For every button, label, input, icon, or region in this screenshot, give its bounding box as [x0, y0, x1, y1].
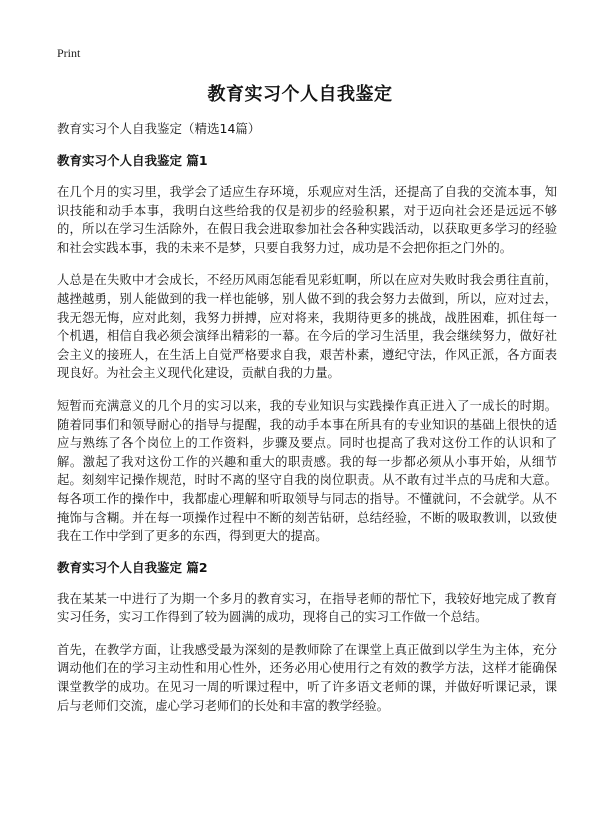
- document-subtitle: 教育实习个人自我鉴定（精选14篇）: [57, 121, 261, 136]
- paragraph: 在几个月的实习里，我学会了适应生存环境，乐观应对生活，还提高了自我的交流本事，知识技能和动手本事，我明白这些给我的仅是初步的经验积累，对于迈向社会还是远远不够的，所以在学习生活除外，在假日我会进取参加社会各种实践活动，以获取更多学习的经验和社会实践本事，我的未来不是梦，只要自我努力过，成功是不会把你拒之门外的。: [57, 185, 557, 255]
- section-heading-1: 教育实习个人自我鉴定 篇1: [57, 153, 208, 168]
- paragraph: 我在某某一中进行了为期一个多月的教育实习，在指导老师的帮忙下，我较好地完成了教育实习任务，实习工作得到了较为圆满的成功，现将自己的实习工作做一个总结。: [57, 591, 557, 625]
- paragraph: 首先，在教学方面，让我感受最为深刻的是教师除了在课堂上真正做到以学生为主体，充分调动他们在的学习主动性和用心性外，还务必用心使用行之有效的教学方法，这样才能确保课堂教学的成功。在见习一周的听课过程中，听了许多语文老师的课，并做好听课记录，课后与老师们交流，虚心学习老师们的长处和丰富的教学经验。: [57, 642, 557, 713]
- section-heading-2: 教育实习个人自我鉴定 篇2: [57, 559, 208, 575]
- paragraph: 短暂而充满意义的几个月的实习以来，我的专业知识与实践操作真正进入了一成长的时期。随着同事们和领导耐心的指导与提醒，我的动手本事在所具有的专业知识的基础上很快的适应与熟练了各个岗位上的工作资料，步骤及要点。同时也提高了我对这份工作的认识和了解。激起了我对这份工作的兴趣和重大的职责感。我的每一步都必须从小事开始，从细节起。刻刻牢记操作规范，时时不离的坚守自我的岗位职责。从不敢有过半点的马虎和大意。每各项工作的操作中，我都虚心理解和听取领导与同志的指导。不懂就问，不会就学。从不掩饰与含糊。并在每一项操作过程中不断的刻苦钻研，总结经验，不断的吸取教训，以致使我在工作中学到了更多的东西，得到更大的提高。: [57, 398, 557, 544]
- document-body: [57, 121, 557, 729]
- paragraph: 人总是在失败中才会成长，不经历风雨怎能看见彩虹啊，所以在应对失败时我会勇往直前，越挫越勇，别人能做到的我一样也能够，别人做不到的我会努力去做到，所以，应对过去，我无怨无悔，应对此刻，我努力拼搏，应对将来，我期待更多的挑战，战胜困难，抓住每一个机遇，相信自我必须会演绎出精彩的一幕。在今后的学习生活里，我会继续努力，做好社会主义的接班人，在生活上自觉严格要求自我，艰苦朴素，遵纪守法，作风正派，各方面表现良好。为社会主义现代化建设，贡献自我的力量。: [57, 273, 557, 381]
- page-title: 教育实习个人自我鉴定: [207, 84, 393, 105]
- print-link[interactable]: Print: [57, 46, 81, 60]
